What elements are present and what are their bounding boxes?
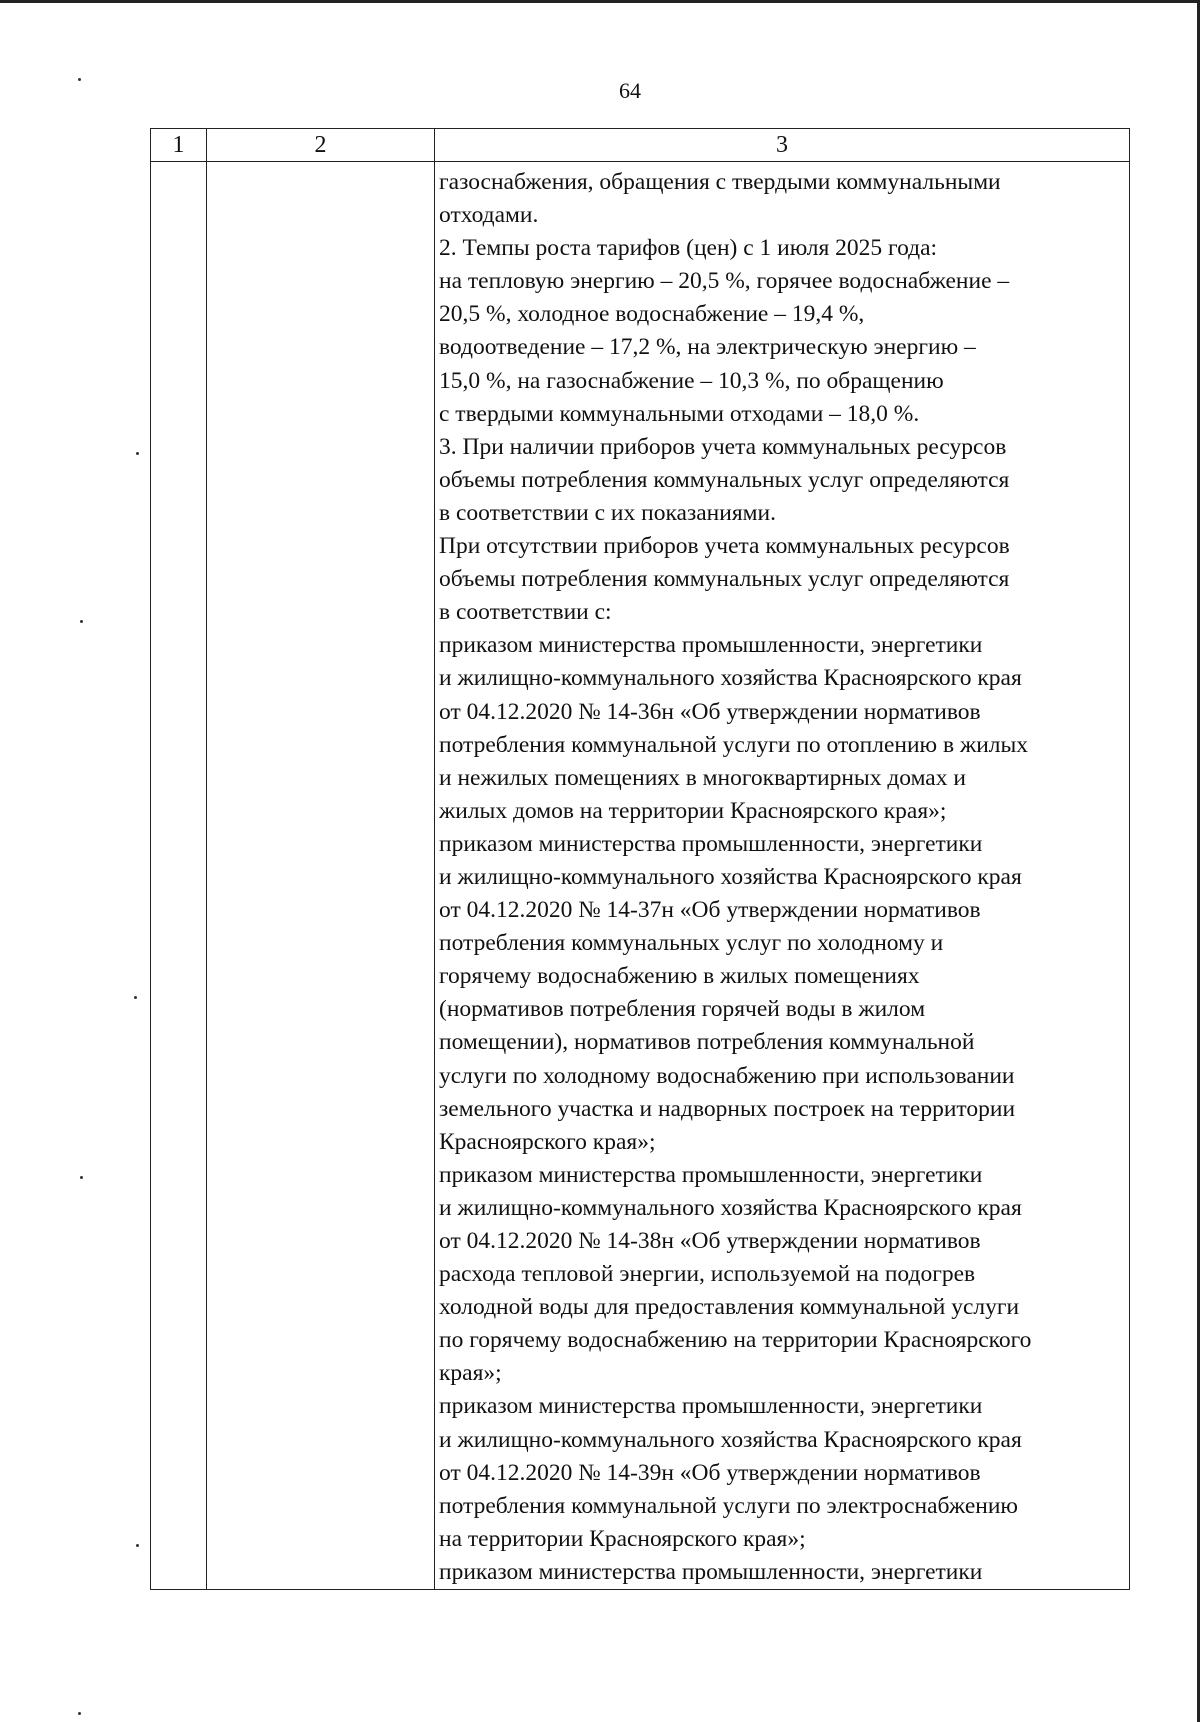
text-line: в соответствии с их показаниями. [439,499,776,526]
column-3-cell [435,162,1130,1590]
text-line: земельного участка и надворных построек на территории [439,1095,1016,1122]
text-line: приказом министерства промышленности, энергетики [439,1558,983,1585]
column-header-3: 3 [435,129,1130,162]
text-line: от 04.12.2020 № 14-38н «Об утверждении нормативов [439,1228,981,1254]
text-line: по горячему водоснабжению на территории Красноярского [439,1327,1032,1354]
text-line: водоотведение – 17,2 %, на электрическую энергию – [439,334,976,361]
text-line: расхода тепловой энергии, используемой на подогрев [439,1261,976,1288]
text-line: приказом министерства промышленности, энергетики [439,1393,983,1420]
table-header-row [151,129,1130,162]
text-line: Красноярского края»; [439,1128,656,1155]
text-line: потребления коммунальных услуг по холодному и [439,930,944,957]
text-line: 20,5 %, холодное водоснабжение – 19,4 %, [439,301,865,328]
scan-speck [80,1176,83,1179]
document-table [150,128,1130,1590]
table-row [151,162,1130,1590]
column-header-1: 1 [151,129,207,162]
text-line: отходами. [439,202,539,229]
scan-speck [134,996,137,999]
scan-speck [136,1544,139,1547]
scan-speck [80,620,83,623]
scan-border-top [0,0,1200,3]
text-line: потребления коммунальной услуги по электроснабжению [439,1492,1018,1519]
text-line: на тепловую энергию – 20,5 %, горячее водоснабжение – [439,268,1010,295]
text-line: помещении), нормативов потребления коммунальной [439,1029,975,1056]
text-line: приказом министерства промышленности, энергетики [439,632,983,659]
text-line: потребления коммунальной услуги по отоплению в жилых [439,731,1029,758]
text-line: от 04.12.2020 № 14-39н «Об утверждении нормативов [439,1459,981,1486]
text-line: и нежилых помещениях в многоквартирных домах и [439,764,966,791]
text-line: приказом министерства промышленности, энергетики [439,830,983,857]
text-line: от 04.12.2020 № 14-36н «Об утверждении нормативов [439,698,981,725]
text-line: объемы потребления коммунальных услуг определяются [439,466,1010,493]
column-2-cell [207,162,435,1590]
text-line: холодной воды для предоставления коммунальной услуги [439,1294,1020,1321]
text-line: и жилищно-коммунального хозяйства Красноярского края [439,665,1022,692]
text-line: приказом министерства промышленности, энергетики [439,1161,983,1188]
text-line: с твердыми коммунальными отходами – 18,0 %. [439,400,920,427]
text-line: 2. Темпы роста тарифов (цен) с 1 июля 2025 года: [439,235,938,262]
scan-speck [136,452,139,455]
text-line: При отсутствии приборов учета коммунальных ресурсов [439,533,1010,560]
text-line: от 04.12.2020 № 14-37н «Об утверждении нормативов [439,897,981,924]
text-line: объемы потребления коммунальных услуг определяются [439,566,1010,593]
column-header-2: 2 [207,129,435,162]
page-number: 64 [619,78,641,103]
text-line: услуги по холодному водоснабжению при использовании [439,1062,1015,1089]
text-line: газоснабжения, обращения с твердыми коммунальными [439,169,1001,195]
text-line: и жилищно-коммунального хозяйства Красноярского края [439,1194,1022,1221]
text-line: и жилищно-коммунального хозяйства Красноярского края [439,1426,1022,1453]
text-line: 3. При наличии приборов учета коммунальных ресурсов [439,433,1007,460]
text-line: (нормативов потребления горячей воды в жилом [439,996,926,1023]
text-line: 15,0 %, на газоснабжение – 10,3 %, по обращению [439,367,944,394]
text-line: и жилищно-коммунального хозяйства Красноярского края [439,863,1022,890]
text-line: в соответствии с: [439,599,612,626]
text-line: края»; [439,1360,502,1387]
text-line: жилых домов на территории Красноярского края»; [439,797,947,824]
scan-speck [78,1712,81,1715]
column-1-cell [151,162,207,1590]
text-line: на территории Красноярского края»; [439,1525,806,1552]
text-line: горячему водоснабжению в жилых помещениях [439,963,920,990]
